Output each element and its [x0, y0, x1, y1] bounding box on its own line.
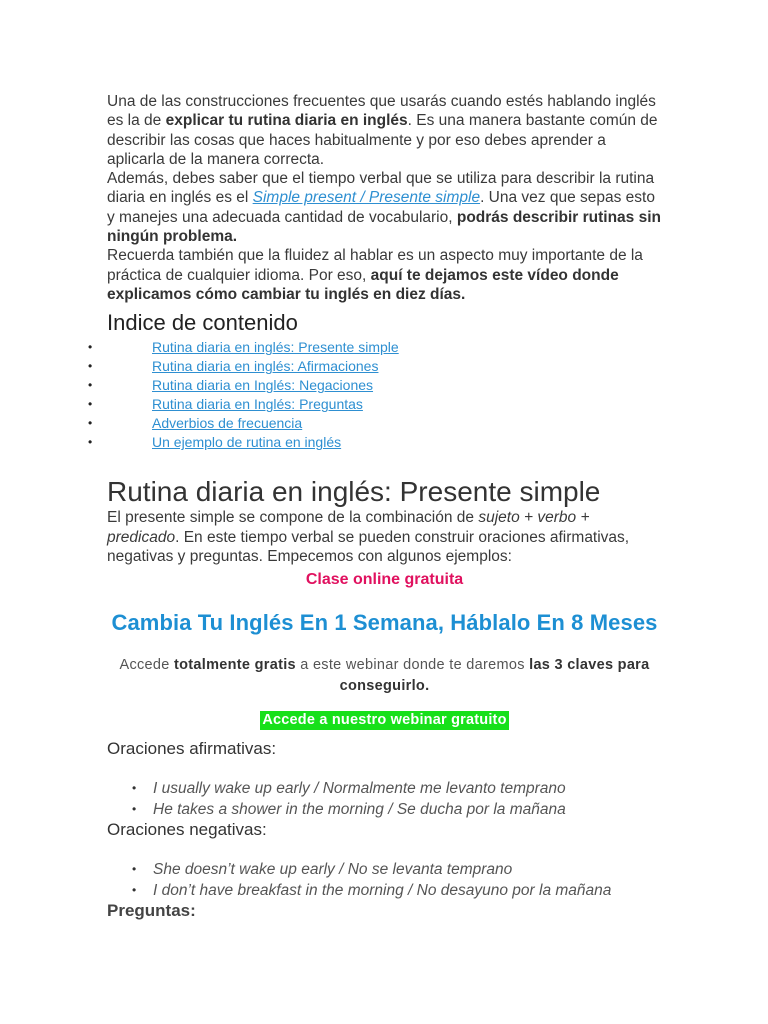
text: . Una vez que sepas esto y manejes una adecuada cantidad de vocabulario,: [107, 189, 655, 226]
bullet-icon: •: [132, 802, 137, 817]
list-item: [107, 859, 662, 880]
section-paragraph: [107, 508, 662, 566]
toc-item: [0, 357, 660, 376]
toc-link-preguntas[interactable]: Rutina diaria en Inglés: Preguntas: [152, 396, 363, 413]
affirmative-heading: Oraciones afirmativas:: [107, 739, 277, 759]
toc-link-adverbios[interactable]: Adverbios de frecuencia: [152, 415, 303, 432]
toc-item: [0, 433, 660, 452]
bullet-icon: •: [132, 781, 137, 796]
text: Recuerda también que la fluidez al hablar es un aspecto muy importante de la práctica de cualquier idioma. Por eso,: [107, 247, 643, 284]
promo-headline: Cambia Tu Inglés En 1 Semana, Háblalo En 8 Meses: [111, 610, 658, 636]
text: Accede: [119, 657, 174, 674]
bullet-icon: •: [88, 359, 93, 374]
example-text: I don’t have breakfast in the morning / No desayuno por la mañana: [153, 882, 612, 900]
intro-paragraph-2: [107, 169, 662, 246]
example-text: I usually wake up early / Normalmente me levanto temprano: [153, 780, 566, 798]
webinar-cta-button[interactable]: Accede a nuestro webinar gratuito: [262, 712, 507, 729]
toc-title: Indice de contenido: [107, 310, 298, 336]
bullet-icon: •: [88, 435, 93, 450]
bullet-icon: •: [88, 378, 93, 393]
text: Además, debes saber que el tiempo verbal que se utiliza para describir la rutina diaria en inglés es el: [107, 170, 655, 207]
example-text: She doesn’t wake up early / No se levanta temprano: [153, 861, 513, 879]
table-of-contents: [0, 338, 660, 452]
questions-heading: Preguntas:: [107, 901, 196, 921]
simple-present-link[interactable]: Simple present / Presente simple: [252, 189, 481, 207]
list-item: [107, 799, 662, 820]
text: . En este tiempo verbal se pueden construir oraciones afirmativas, negativas y preguntas. Empecemos con algunos ejemplos:: [107, 528, 630, 565]
bold-text: aquí te dejamos este vídeo donde explicamos cómo cambiar tu inglés en diez días.: [107, 266, 619, 303]
toc-link-afirmaciones[interactable]: Rutina diaria en inglés: Afirmaciones: [152, 358, 379, 375]
toc-item: [0, 414, 660, 433]
bullet-icon: •: [88, 416, 93, 431]
bold-text: las 3 claves para conseguirlo.: [339, 657, 650, 695]
bullet-icon: •: [88, 397, 93, 412]
italic-text: sujeto + verbo + predicado: [107, 509, 590, 546]
toc-link-ejemplo[interactable]: Un ejemplo de rutina en inglés: [152, 434, 342, 451]
promo-description: [107, 655, 662, 697]
text: a este webinar donde te daremos: [295, 657, 530, 674]
list-item: [107, 778, 662, 799]
bold-text: podrás describir rutinas sin ningún problema.: [107, 208, 662, 246]
webinar-promo: [107, 570, 662, 730]
example-text: He takes a shower in the morning / Se ducha por la mañana: [153, 801, 566, 819]
article-body: [88, 92, 662, 921]
promo-kicker: Clase online gratuita: [305, 571, 464, 589]
text: . Es una manera bastante común de describir las cosas que haces habitualmente y por eso debes aprender a aplicarla de la manera correcta.: [107, 112, 658, 168]
toc-link-presente-simple[interactable]: Rutina diaria en inglés: Presente simple: [152, 339, 399, 356]
bullet-icon: •: [132, 883, 137, 898]
bullet-icon: •: [132, 862, 137, 877]
text: El presente simple se compone de la combinación de: [107, 509, 479, 527]
bullet-icon: •: [88, 340, 93, 355]
toc-item: [0, 338, 660, 357]
affirmative-list: [107, 778, 662, 820]
toc-item: [0, 395, 660, 414]
text: Una de las construcciones frecuentes que usarás cuando estés hablando inglés es la de: [107, 93, 656, 130]
toc-item: [0, 376, 660, 395]
list-item: [107, 880, 662, 901]
section-heading: Rutina diaria en inglés: Presente simple: [107, 476, 601, 508]
bold-text: totalmente gratis: [173, 657, 296, 674]
toc-link-negaciones[interactable]: Rutina diaria en Inglés: Negaciones: [152, 377, 374, 394]
intro-paragraph-1: [107, 92, 662, 169]
negative-heading: Oraciones negativas:: [107, 820, 267, 840]
bold-text: explicar tu rutina diaria en inglés: [165, 112, 408, 130]
negative-list: [107, 859, 662, 901]
intro-paragraph-3: [107, 246, 662, 304]
